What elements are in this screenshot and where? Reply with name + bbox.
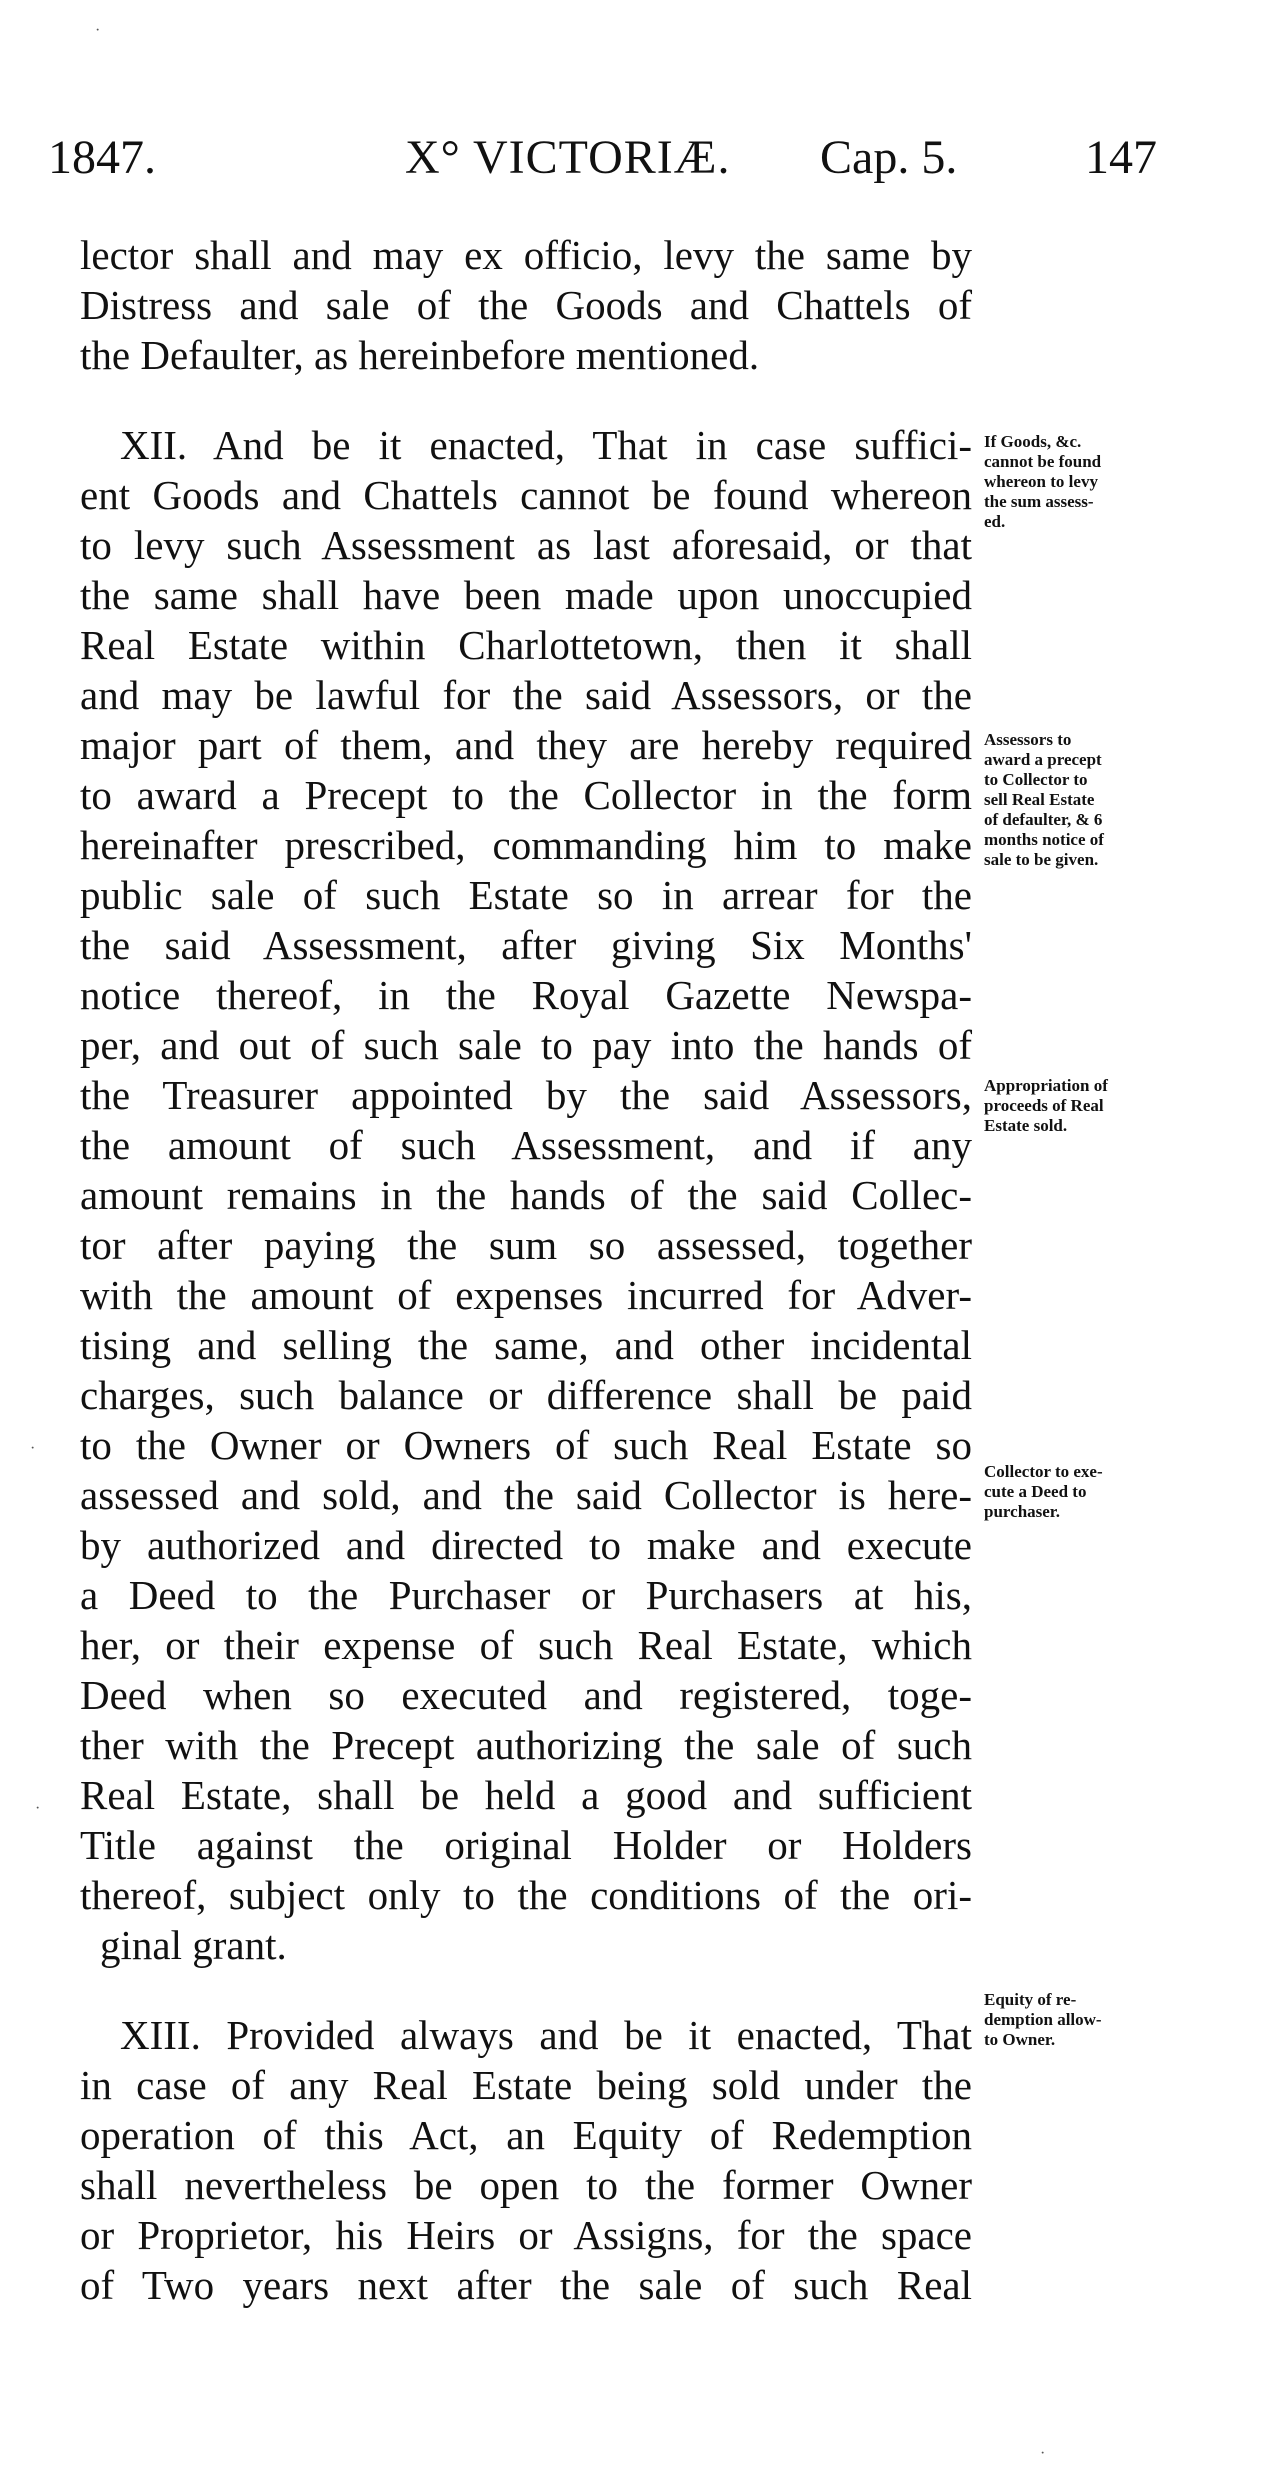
text-line: by authorized and directed to make and execute — [80, 1522, 972, 1568]
margin-note: If Goods, &c. cannot be found whereon to levy the sum assess- ed. — [984, 432, 1102, 531]
text-line: Deed when so executed and registered, toge- — [80, 1672, 972, 1718]
section-xii-heading-line: XII. And be it enacted, That in case suffici- — [120, 422, 972, 468]
text-line: ginal grant. — [100, 1922, 287, 1968]
text-line: public sale of such Estate so in arrear for the — [80, 872, 972, 918]
text-line: amount remains in the hands of the said Collec- — [80, 1172, 972, 1218]
text-line: and may be lawful for the said Assessors, or the — [80, 672, 972, 718]
text-line: to the Owner or Owners of such Real Estate so — [80, 1422, 972, 1468]
margin-note: Assessors to award a precept to Collector to sell Real Estate of defaulter, & 6 months notice of sale to be given. — [984, 730, 1104, 869]
text-line: the Treasurer appointed by the said Assessors, — [80, 1072, 972, 1118]
scan-speck: · — [30, 1440, 36, 1457]
text-line: assessed and sold, and the said Collector is here- — [80, 1472, 972, 1518]
text-line: with the amount of expenses incurred for Adver- — [80, 1272, 972, 1318]
text-line: lector shall and may ex officio, levy the same by — [80, 232, 972, 278]
text-line: Real Estate, shall be held a good and sufficient — [80, 1772, 972, 1818]
margin-note: Appropriation of proceeds of Real Estate sold. — [984, 1076, 1108, 1135]
text-line: her, or their expense of such Real Estate, which — [80, 1622, 972, 1668]
text-line: to levy such Assessment as last aforesaid, or that — [80, 522, 972, 568]
text-line: in case of any Real Estate being sold under the — [80, 2062, 972, 2108]
text-line: thereof, subject only to the conditions of the ori- — [80, 1872, 972, 1918]
header-page-number: 147 — [1085, 131, 1157, 184]
text-line: shall nevertheless be open to the former Owner — [80, 2162, 972, 2208]
header-title: X° VICTORIÆ. — [405, 131, 731, 184]
text-line: the amount of such Assessment, and if any — [80, 1122, 972, 1168]
text-line: to award a Precept to the Collector in the form — [80, 772, 972, 818]
scan-speck: · — [95, 22, 101, 39]
scan-speck: · — [1040, 2445, 1046, 2462]
header-chapter: Cap. 5. — [820, 131, 958, 184]
text-line: hereinafter prescribed, commanding him to make — [80, 822, 972, 868]
text-line: Title against the original Holder or Holders — [80, 1822, 972, 1868]
margin-note: Equity of re- demption allow- to Owner. — [984, 1990, 1102, 2049]
text-line: ther with the Precept authorizing the sale of such — [80, 1722, 972, 1768]
text-line: or Proprietor, his Heirs or Assigns, for the space — [80, 2212, 972, 2258]
text-line: the said Assessment, after giving Six Months' — [80, 922, 972, 968]
section-xiii-heading-line: XIII. Provided always and be it enacted, That — [120, 2012, 972, 2058]
text-line: major part of them, and they are hereby required — [80, 722, 972, 768]
header-year: 1847. — [48, 131, 156, 184]
text-line: Real Estate within Charlottetown, then it shall — [80, 622, 972, 668]
text-line: charges, such balance or difference shall be paid — [80, 1372, 972, 1418]
text-line: a Deed to the Purchaser or Purchasers at his, — [80, 1572, 972, 1618]
text-line: notice thereof, in the Royal Gazette Newspa- — [80, 972, 972, 1018]
text-line: tising and selling the same, and other incidental — [80, 1322, 972, 1368]
text-line: tor after paying the sum so assessed, together — [80, 1222, 972, 1268]
margin-note: Collector to exe- cute a Deed to purchaser. — [984, 1462, 1103, 1521]
text-line: the Defaulter, as hereinbefore mentioned. — [80, 332, 760, 378]
text-line: the same shall have been made upon unoccupied — [80, 572, 972, 618]
scan-speck: · — [35, 1800, 41, 1817]
text-line: per, and out of such sale to pay into the hands of — [80, 1022, 972, 1068]
text-line: of Two years next after the sale of such Real — [80, 2262, 972, 2308]
text-line: Distress and sale of the Goods and Chattels of — [80, 282, 972, 328]
text-line: operation of this Act, an Equity of Redemption — [80, 2112, 972, 2158]
text-line: ent Goods and Chattels cannot be found whereon — [80, 472, 972, 518]
